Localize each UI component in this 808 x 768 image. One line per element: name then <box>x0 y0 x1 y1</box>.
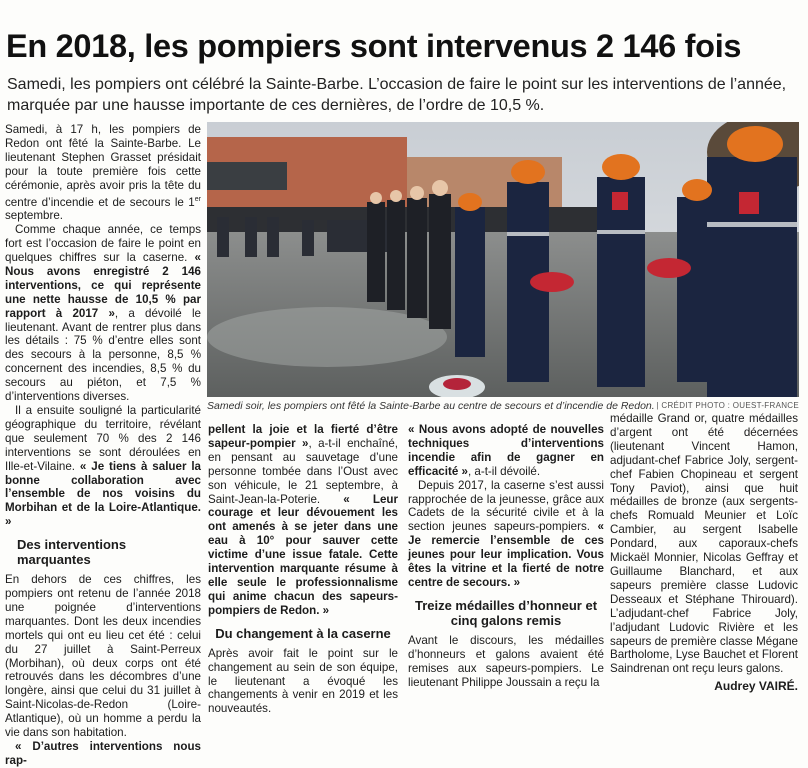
article-photo <box>207 122 799 397</box>
paragraph: Depuis 2017, la caserne s’est aussi rapprochée de la jeunesse, grâce aux Cadets de la sécurité civile et à la section jeunes sapeurs-pompiers. « Je remercie l’ensemble de ces jeunes pour leur implication. Vous êtes la vitrine et la fierté de notre centre de secours. » <box>408 478 604 589</box>
photo-credit: | CRÉDIT PHOTO : OUEST-FRANCE <box>656 401 799 410</box>
photo-caption <box>207 400 799 412</box>
paragraph: Comme chaque année, ce temps fort est l’occasion de faire le point en quelques chiffres sur la caserne. « Nous avons enregistré 2 146 interventions, ce qui représente une nette hausse de 10,5 % par rapport à 2017 », a dévoilé le lieutenant. Avant de rentrer plus dans les détails : 75 % d’entre elles sont des secours à la personne, 8,5 % concernent des incendies, 8,5 % du secours au piéton, et 7,5 % d’interventions diverses. <box>5 223 201 404</box>
paragraph: En dehors de ces chiffres, les pompiers ont retenu de l’année 2018 une poignée d’interventions marquantes. Dont les deux incendies mortels qui ont eu lieu cet été : celui du 27 juillet à Saint-Perreux (Morbihan), où deux corps ont été retrouvés dans les décombres d’une longère, ainsi que celui du 31 juillet à Saint-Nicolas-de-Redon (Loire-Atlantique), où un homme a perdu la vie dans son habitation. <box>5 573 201 740</box>
paragraph: Après avoir fait le point sur le changement au sein de son équipe, le lieutenant a évoqué les changements à venir en 2019 et les nouveautés. <box>208 646 398 716</box>
article-chapo: Samedi, les pompiers ont célébré la Sainte-Barbe. L’occasion de faire le point sur les interventions de l’année, marquée par une hausse importante de ces dernières, de l’ordre de 10,5 %. <box>7 76 787 114</box>
section-subhead: Des interventions marquantes <box>17 537 127 568</box>
paragraph: « Nous avons adopté de nouvelles techniques d’interventions incendie afin de gagner en efficacité », a-t-il dévoilé. <box>408 423 604 478</box>
article-column-3 <box>408 423 604 690</box>
photo-caption-text: Samedi soir, les pompiers ont fêté la Sainte-Barbe au centre de secours et d’incendie de Redon. <box>207 400 655 412</box>
author-signature: Audrey VAIRÉ. <box>714 679 798 694</box>
paragraph: médaille Grand or, quatre médailles d’argent ont été décernées (lieutenant Vincent Hamon, adjudant-chef Fabrice Joly, sergent-chef Fabien Chopineau et sergent Tony Paviot), ainsi que huit médailles de bronze (aux sergents-chefs Romuald Meunier et Loïc Cambier, au sergent Isabelle Pondard, aux caporaux-chefs Mickaël Monnier, Nicolas Geffray et Guillaume Blanchard, et aux sapeurs première classe Ludovic Desseaux et Stéphane Thirouard). L’adjudant-chef Fabrice Joly, l’adjudant Ludovic Rivière et les sapeurs de première classe Mégane Bartholome, Lyse Bauchet et Florent Saindrenan ont reçu leurs galons. <box>610 412 798 676</box>
article-headline: En 2018, les pompiers sont intervenus 2 146 fois <box>6 28 742 64</box>
paragraph: Il a ensuite souligné la particularité géographique du territoire, révélant que seulement 70 % des 2 146 interventions se sont déroulées en Ille-et-Vilaine. « Je tiens à saluer la bonne collaboration avec l’ensemble de nos voisins du Morbihan et de la Loire-Atlantique. » <box>5 403 202 529</box>
paragraph: pellent la joie et la fierté d’être sapeur-pompier », a-t-il enchaîné, en pensant au sauvetage d’une personne tombée dans l’Oust avec son véhicule, le 21 septembre, à Saint-Jean-la-Poterie. « Leur courage et leur dévouement les ont amenés à se jeter dans une eau à 10° pour sauver cette victime d’une issue fatale. Cette intervention marquante résume à elle seule le professionnalisme qui anime chacun des sapeurs-pompiers de Redon. » <box>208 423 398 617</box>
paragraph: « D’autres interventions nous rap- <box>5 740 201 767</box>
article-column-2 <box>208 423 398 716</box>
section-subhead: Du changement à la caserne <box>215 625 391 641</box>
article-column-4 <box>610 412 798 694</box>
paragraph: Avant le discours, les médailles d’honneurs et galons avaient été remises aux sapeurs-pompiers. Le lieutenant Philippe Joussain a reçu la <box>408 633 604 689</box>
section-subhead: Treize médailles d’honneur et cinq galons remis <box>414 597 598 628</box>
paragraph: Samedi, à 17 h, les pompiers de Redon ont fêté la Sainte-Barbe. Le lieutenant Stephen Grasset présidait pour la toute première fois cette cérémonie, après avoir pris la tête du centre d’incendie et de secours le 1er septembre. <box>5 123 201 223</box>
ceremony-photo-illustration <box>207 122 799 397</box>
article-column-1 <box>5 123 201 768</box>
